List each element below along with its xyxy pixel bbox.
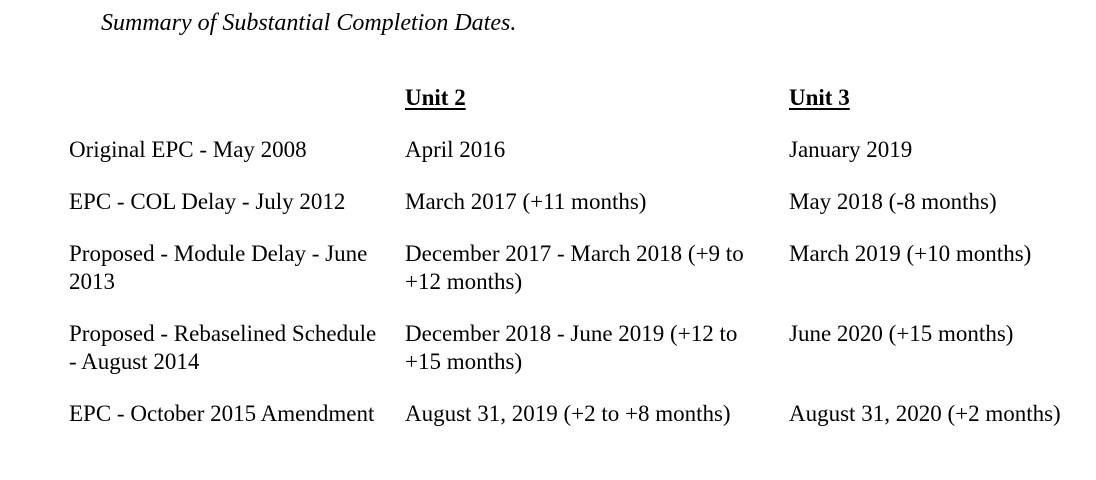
row-label: Proposed - Rebaselined Schedule - August 2014	[69, 321, 377, 374]
table-caption: Summary of Substantial Completion Dates.	[101, 10, 517, 36]
unit-3-date: May 2018 (-8 months)	[789, 189, 997, 214]
unit-2-date: August 31, 2019 (+2 to +8 months)	[405, 401, 731, 426]
unit-2-date: December 2017 - March 2018 (+9 to +12 months)	[405, 241, 744, 294]
unit-3-date: January 2019	[789, 137, 913, 162]
row-label: Original EPC - May 2008	[69, 137, 307, 162]
unit-2-date: March 2017 (+11 months)	[405, 189, 647, 214]
row-label: EPC - COL Delay - July 2012	[69, 189, 346, 214]
unit-3-date: August 31, 2020 (+2 months)	[789, 401, 1061, 426]
unit-2-date: December 2018 - June 2019 (+12 to +15 months)	[405, 321, 738, 374]
column-header-unit-2: Unit 2	[405, 85, 466, 110]
unit-3-date: June 2020 (+15 months)	[789, 321, 1014, 346]
unit-3-date: March 2019 (+10 months)	[789, 241, 1032, 266]
unit-2-date: April 2016	[405, 137, 506, 162]
column-header-unit-3: Unit 3	[789, 85, 850, 110]
row-label: EPC - October 2015 Amendment	[69, 401, 375, 426]
row-label: Proposed - Module Delay - June 2013	[69, 241, 368, 294]
